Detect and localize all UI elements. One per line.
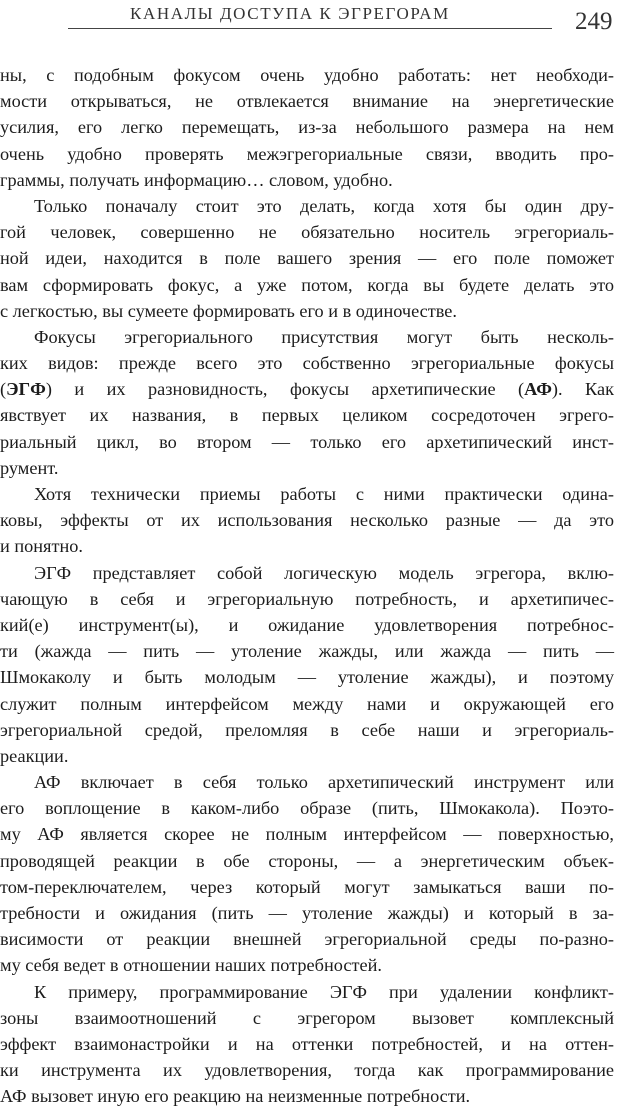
paragraph [0,193,614,324]
text-line: АФ вызовет иную его реакцию на неизменные потребности. [0,1086,471,1107]
text-line: ких видов: прежде всего это собственно эгрегориальные фокусы [0,353,614,374]
text-line: ны, с подобным фокусом очень удобно работать: нет необходи- [0,65,614,85]
paragraph [0,769,614,979]
page-header [0,0,620,44]
text-line: явствует их названия, в первых целиком сосредоточен эгрего- [0,405,614,426]
text-line: Фокусы эгрегориального присутствия могут быть несколь- [34,326,614,347]
paragraph [0,481,614,560]
text-line: му себя ведет в отношении наших потребностей. [0,955,382,976]
text-line: Хотя технически приемы работы с ними практически одина- [34,484,614,504]
text-line: К примеру, программирование ЭГФ при удалении конфликт- [34,981,614,1002]
text-line: его воплощение в каком-либо образе (пить, Шмокакола). Поэто- [0,798,614,819]
header-rule [68,28,552,29]
text-line: ки инструмента их удовлетворения, тогда как программирование [0,1060,614,1081]
text-line: проводящей реакции в обе стороны, — а энергетическим объек- [0,850,614,871]
text-line: требности и ожидания (пить — утоление жажды) и который в за- [0,903,614,923]
text-line: эффект взаимонастройки и на оттенки потребностей, и на оттен- [0,1033,614,1054]
text-line: Только поначалу стоит это делать, когда хотя бы один дру- [34,195,614,216]
text-line: румент. [0,457,59,478]
text-line: ти (жажда — пить — утоление жажды, или жажда — пить — [0,641,614,662]
text-line: вам сформировать фокус, а уже потом, когда вы будете делать это [0,274,614,295]
text-line: кий(е) инструмент(ы), и ожидание удовлетворения потребнос- [0,614,614,635]
page-number: 249 [575,8,613,35]
text-line: риальный цикл, во втором — только его архетипический инст- [0,431,614,452]
paragraph [0,62,614,193]
paragraph [0,560,614,770]
text-line: ной идеи, находится в поле вашего зрения — его поле поможет [0,248,614,269]
text-line: с легкостью, вы сумеете формировать его и в одиночестве. [0,300,457,321]
text-line: реакции. [0,745,69,766]
text-line: гой человек, совершенно не обязательно носитель эгрегориаль- [0,222,614,243]
paragraph [0,324,614,481]
text-line: АФ включает в себя только архетипический инструмент или [34,772,614,793]
abbreviation-egf: ЭГФ [6,379,46,400]
text-line: ЭГФ представляет собой логическую модель эгрегора, вклю- [34,562,614,583]
text-line: эгрегориальной средой, преломляя в себе наши и эгрегориаль- [0,719,614,740]
text-line: му АФ является скорее не полным интерфейсом — поверхностью, [0,824,614,845]
text-line: и понятно. [0,536,83,557]
text-line: висимости от реакции внешней эгрегориальной среды по-разно- [0,929,614,950]
text-line: чающую в себя и эгрегориальную потребность, и архетипичес- [0,588,614,609]
paragraph [0,979,614,1110]
text-line: зоны взаимоотношений с эгрегором вызовет комплексный [0,1007,614,1028]
text-line: усилия, его легко перемещать, из-за небольшого размера на нем [0,117,614,138]
text-line-with-abbreviations: (ЭГФ) и их разновидность, фокусы архетипические (АФ). Как [0,379,614,400]
text-line: служит полным интерфейсом между нами и окружающей его [0,693,614,714]
text-line: мости открываться, не отвлекается внимание на энергетические [0,91,614,112]
text-line: том-переключателем, через который могут замыкаться ваши по- [0,876,614,897]
abbreviation-af: АФ [524,379,552,400]
text-line: граммы, получать информацию… словом, удобно. [0,169,393,190]
body-text [0,62,614,1110]
text-line: очень удобно проверять межэгрегориальные связи, вводить про- [0,143,614,164]
text-line: Шмокаколу и быть молодым — утоление жажды), и поэтому [0,667,614,688]
text-line: ковы, эффекты от их использования несколько разные — да это [0,510,614,531]
running-title: КАНАЛЫ ДОСТУПА К ЭГРЕГОРАМ [130,4,450,23]
